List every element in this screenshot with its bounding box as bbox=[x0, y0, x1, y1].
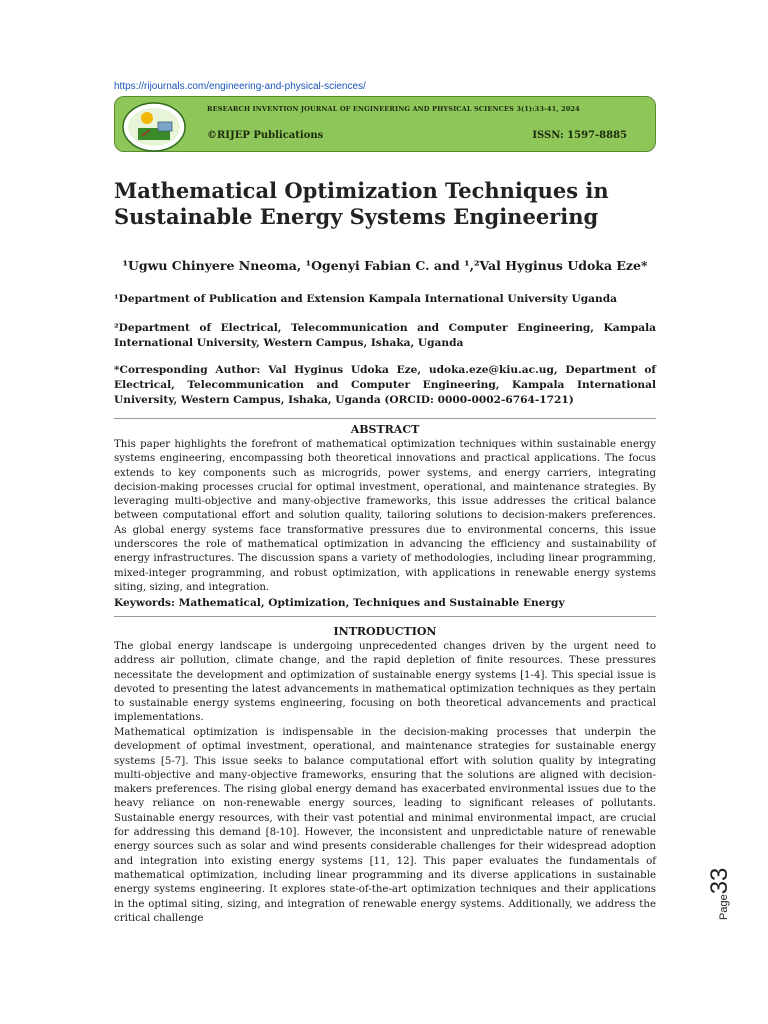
corresponding-author: *Corresponding Author: Val Hyginus Udoka Eze, udoka.eze@kiu.ac.ug, Department of Electrical, Telecommunication and Computer Engineering, Kampala International University, Western Campus, Ishaka, Uganda (ORCID: 0000-0002-6764-1721) bbox=[114, 364, 656, 406]
sun-icon bbox=[141, 112, 153, 124]
publisher-label: ©RIJEP Publications bbox=[207, 130, 324, 141]
introduction-heading: INTRODUCTION bbox=[333, 625, 437, 638]
divider bbox=[114, 616, 656, 617]
page-number-value: 33 bbox=[706, 867, 733, 895]
journal-banner bbox=[114, 96, 656, 152]
abstract-text: This paper highlights the forefront of mathematical optimization techniques within sustainable energy systems engineering, encompassing both theoretical innovations and practical applications. The focus extends to key components such as microgrids, power systems, and energy carriers, integrating decision-making processes crucial for optimal investment, operational, and maintenance strategies. By leveraging multi-objective and many-objective frameworks, this issue addresses the critical balance between computational effort and solution quality, tailoring solutions to decision-makers preferences. As global energy systems face transformative pressures due to environmental concerns, this issue underscores the role of mathematical optimization in advancing the efficiency and sustainability of energy infrastructures. The discussion spans a variety of methodologies, including linear programming, mixed-integer programming, and robust optimization, with applications in renewable energy systems siting, sizing, and integration. bbox=[114, 439, 656, 593]
author-list: ¹Ugwu Chinyere Nneoma, ¹Ogenyi Fabian C. and ¹,²Val Hyginus Udoka Eze* bbox=[122, 258, 648, 273]
affiliation-2: ²Department of Electrical, Telecommunication and Computer Engineering, Kampala International University, Western Campus, Ishaka, Uganda bbox=[114, 322, 656, 349]
page-number bbox=[706, 868, 734, 920]
journal-logo bbox=[120, 100, 190, 152]
intro-paragraph: Mathematical optimization is indispensable in the decision-making processes that underpin the development of optimal investment, operational, and maintenance strategies for sustainable energy systems [5-7]. This issue seeks to balance computational effort with solution quality by integrating multi-objective and many-objective frameworks, ensuring that the solutions are aligned with decision-makers preferences. The rising global energy demand has exacerbated environmental issues due to the heavy reliance on non-renewable energy sources, leading to significant releases of pollutants. Sustainable energy resources, with their vast potential and minimal environmental impact, are crucial for addressing this demand [8-10]. However, the inconsistent and unpredictable nature of renewable energy sources such as solar and wind presents considerable challenges for their widespread adoption and integration into existing energy systems [11, 12]. This paper evaluates the fundamentals of mathematical optimization, including linear programming and its diverse applications in sustainable energy systems engineering. It explores state-of-the-art optimization techniques and their applications in the optimal siting, sizing, and integration of renewable energy systems. Additionally, we address the critical challenge bbox=[114, 727, 656, 924]
abstract-heading: ABSTRACT bbox=[350, 423, 420, 436]
divider bbox=[114, 418, 656, 419]
intro-paragraph: The global energy landscape is undergoing unprecedented changes driven by the urgent need to address air pollution, climate change, and the rapid depletion of finite resources. These pressures necessitate the development and optimization of sustainable energy systems [1-4]. This special issue is devoted to presenting the latest advancements in mathematical optimization techniques as they pertain to sustainable energy systems engineering, focusing on both theoretical advancements and practical implementations. bbox=[114, 641, 656, 724]
journal-citation: RESEARCH INVENTION JOURNAL OF ENGINEERING AND PHYSICAL SCIENCES 3(1):33-41, 2024 bbox=[207, 105, 580, 113]
journal-url-link[interactable]: https://rijournals.com/engineering-and-physical-sciences/ bbox=[114, 81, 366, 92]
keywords: Keywords: Mathematical, Optimization, Techniques and Sustainable Energy bbox=[114, 597, 565, 609]
affiliation-1: ¹Department of Publication and Extension Kampala International University Uganda bbox=[114, 293, 617, 305]
paper-title: Mathematical Optimization Techniques in Sustainable Energy Systems Engineering bbox=[114, 178, 609, 229]
page-label: Page bbox=[718, 894, 730, 920]
issn-label: ISSN: 1597-8885 bbox=[532, 130, 627, 141]
